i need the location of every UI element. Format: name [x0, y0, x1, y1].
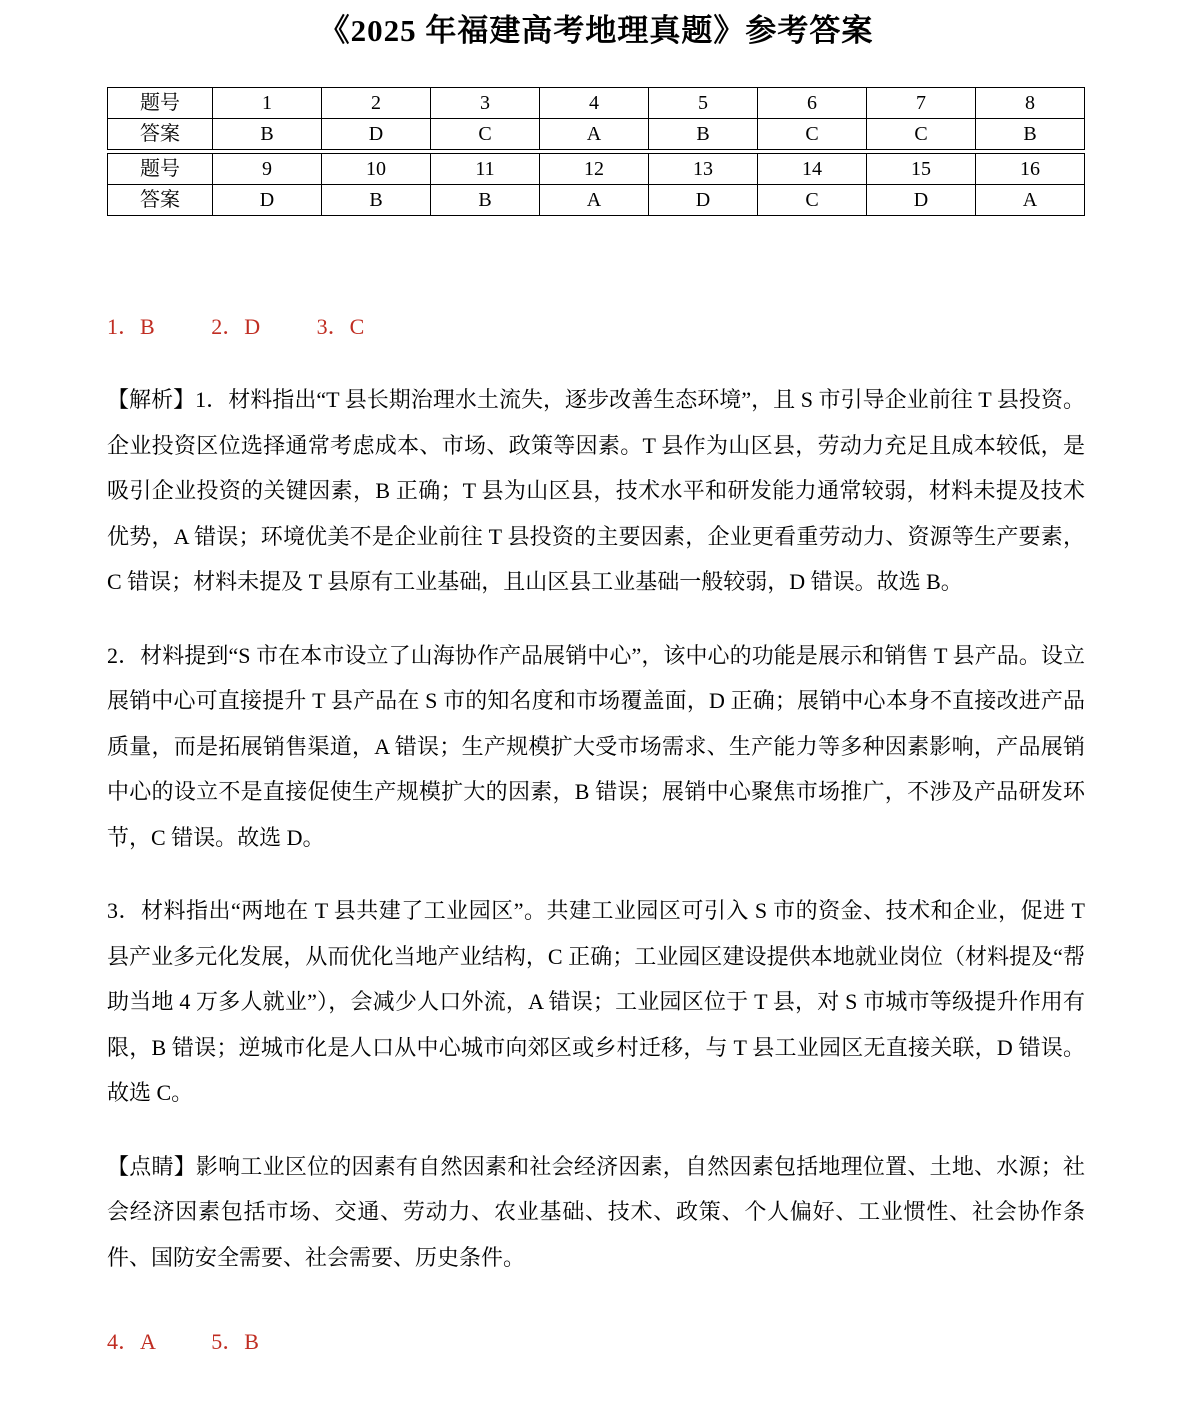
answer-cell: 12	[540, 154, 649, 185]
answer-cell: 6	[758, 88, 867, 119]
answer-q5: 5．B	[211, 1329, 259, 1354]
table-row	[108, 88, 1085, 119]
answer-q2: 2．D	[211, 314, 261, 339]
table-row	[108, 154, 1085, 185]
answer-cell: C	[867, 119, 976, 150]
answer-cell: 10	[322, 154, 431, 185]
answer-cell: D	[213, 185, 322, 216]
answer-cell: B	[649, 119, 758, 150]
answer-cell: 7	[867, 88, 976, 119]
answer-cell: 9	[213, 154, 322, 185]
row-label-cell: 题号	[108, 154, 213, 185]
answer-cell: 3	[431, 88, 540, 119]
answer-cell: B	[976, 119, 1085, 150]
answer-cell: C	[758, 119, 867, 150]
answer-cell: 4	[540, 88, 649, 119]
explanation-section	[107, 377, 1085, 1280]
answer-cell: 11	[431, 154, 540, 185]
row-label-cell: 题号	[108, 88, 213, 119]
answer-table-q9-16	[107, 153, 1085, 216]
answer-cell: 14	[758, 154, 867, 185]
table-row	[108, 185, 1085, 216]
answer-cell: C	[758, 185, 867, 216]
answers-line-4-5	[107, 1327, 1085, 1357]
answer-q3: 3．C	[316, 314, 365, 339]
answer-cell: D	[322, 119, 431, 150]
answer-cell: B	[322, 185, 431, 216]
answer-q1: 1．B	[107, 314, 155, 339]
answer-cell: 2	[322, 88, 431, 119]
row-label-cell: 答案	[108, 119, 213, 150]
analysis-paragraph-1: 【解析】1．材料指出“T 县长期治理水土流失，逐步改善生态环境”，且 S 市引导企业前往 T 县投资。企业投资区位选择通常考虑成本、市场、政策等因素。T 县作为山区县，劳动力充足且成本较低，是吸引企业投资的关键因素，B 正确；T 县为山区县，技术水平和研发能力通常较弱，材料未提及技术优势，A 错误；环境优美不是企业前往 T 县投资的主要因素，企业更看重劳动力、资源等生产要素，C 错误；材料未提及 T 县原有工业基础，且山区县工业基础一般较弱，D 错误。故选 B。	[107, 387, 1085, 594]
row-label-cell: 答案	[108, 185, 213, 216]
answer-cell: B	[213, 119, 322, 150]
answer-cell: 1	[213, 88, 322, 119]
page-title: 《2025 年福建高考地理真题》参考答案	[318, 13, 874, 48]
analysis-paragraph-3: 3．材料指出“两地在 T 县共建了工业园区”。共建工业园区可引入 S 市的资金、技术和企业，促进 T 县产业多元化发展，从而优化当地产业结构，C 正确；工业园区建设提供本地就业岗位（材料提及“帮助当地 4 万多人就业”），会减少人口外流，A 错误；工业园区位于 T 县，对 S 市城市等级提升作用有限，B 错误；逆城市化是人口从中心城市向郊区或乡村迁移，与 T 县工业园区无直接关联，D 错误。故选 C。	[107, 898, 1085, 1105]
answer-cell: 5	[649, 88, 758, 119]
answer-table-q1-8	[107, 87, 1085, 150]
tip-paragraph: 【点睛】影响工业区位的因素有自然因素和社会经济因素，自然因素包括地理位置、土地、水源；社会经济因素包括市场、交通、劳动力、农业基础、技术、政策、个人偏好、工业惯性、社会协作条件、国防安全需要、社会需要、历史条件。	[107, 1153, 1085, 1270]
answer-cell: 8	[976, 88, 1085, 119]
answer-cell: B	[431, 185, 540, 216]
answer-cell: A	[540, 119, 649, 150]
answer-q4: 4．A	[107, 1329, 155, 1354]
answer-cell: A	[976, 185, 1085, 216]
answer-cell: D	[649, 185, 758, 216]
answer-cell: C	[431, 119, 540, 150]
answer-cell: 13	[649, 154, 758, 185]
answer-cell: D	[867, 185, 976, 216]
analysis-paragraph-2: 2．材料提到“S 市在本市设立了山海协作产品展销中心”，该中心的功能是展示和销售 T 县产品。设立展销中心可直接提升 T 县产品在 S 市的知名度和市场覆盖面，D 正确；展销中心本身不直接改进产品质量，而是拓展销售渠道，A 错误；生产规模扩大受市场需求、生产能力等多种因素影响，产品展销中心的设立不是直接促使生产规模扩大的因素，B 错误；展销中心聚焦市场推广，不涉及产品研发环节，C 错误。故选 D。	[107, 642, 1085, 850]
answer-key-tables	[107, 87, 1085, 216]
answer-cell: 15	[867, 154, 976, 185]
answers-line-1-3	[107, 312, 1085, 342]
table-row	[108, 119, 1085, 150]
answer-cell: 16	[976, 154, 1085, 185]
answer-cell: A	[540, 185, 649, 216]
